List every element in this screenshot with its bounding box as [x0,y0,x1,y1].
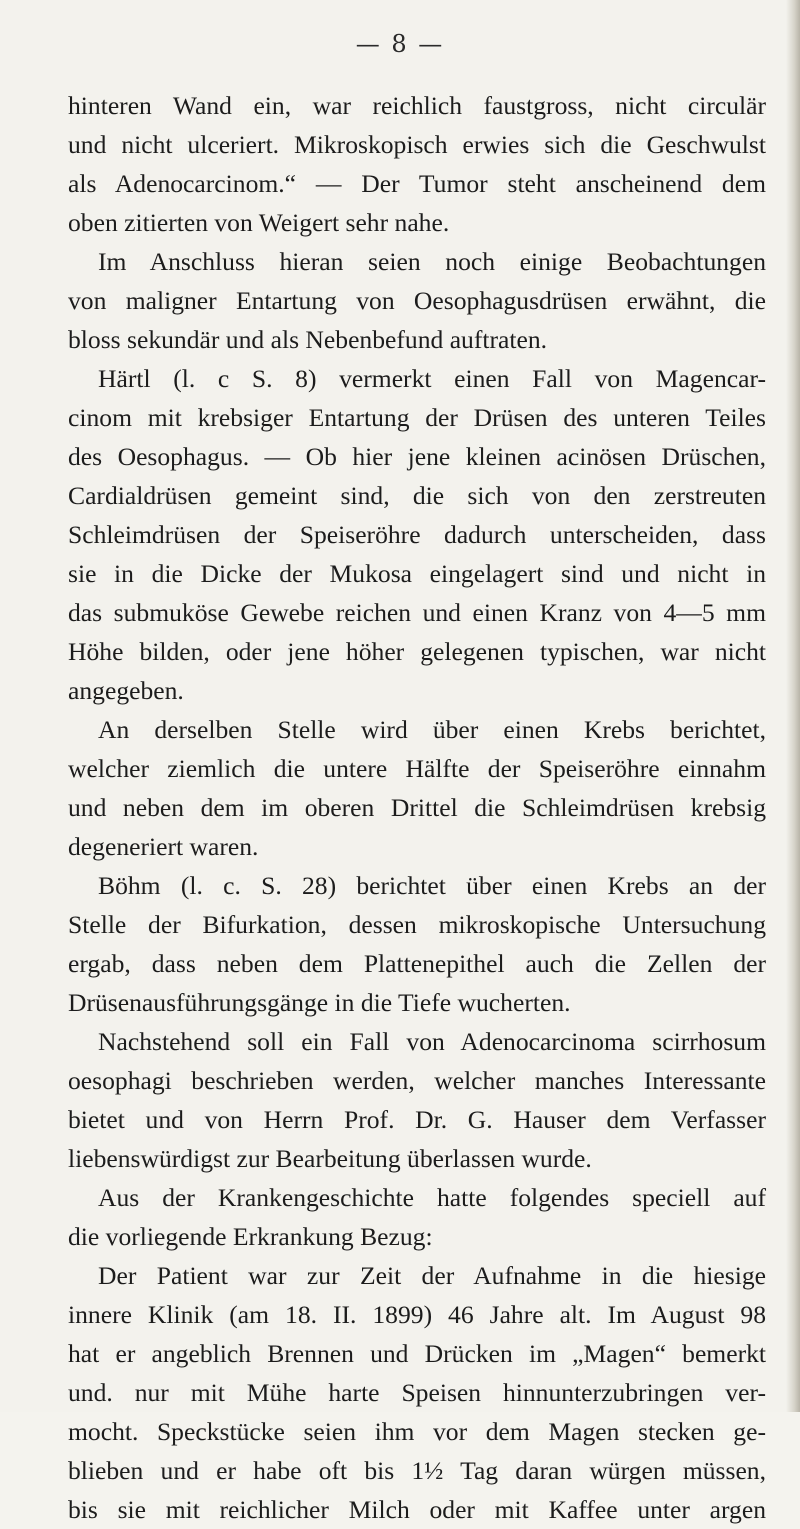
text-line: oesophagi beschrieben werden, welcher manches Interessante [68,1066,766,1095]
page-edge-shadow [786,0,800,1412]
text-line: Härtl (l. c S. 8) vermerkt einen Fall von Magencar- [98,364,766,393]
text-line: bis sie mit reichlicher Milch oder mit Kaffee unter argen [68,1495,766,1524]
text-line: Cardialdrüsen gemeint sind, die sich von den zerstreuten [68,481,766,510]
text-line: und neben dem im oberen Drittel die Schleimdrüsen krebsig [68,793,766,822]
text-line: angegeben. [68,676,184,705]
text-line: oben zitierten von Weigert sehr nahe. [68,208,450,237]
text-line: mocht. Speckstücke seien ihm vor dem Magen stecken ge- [68,1417,766,1446]
body-text [68,86,766,1529]
text-line: Schleimdrüsen der Speiseröhre dadurch unterscheiden, dass [68,520,766,549]
text-line: Drüsenausführungsgänge in die Tiefe wucherten. [68,988,571,1017]
text-line: und. nur mit Mühe harte Speisen hinnunterzubringen ver- [68,1378,766,1407]
text-line: Der Patient war zur Zeit der Aufnahme in die hiesige [98,1261,766,1290]
text-line: blieben und er habe oft bis 1½ Tag daran würgen müssen, [68,1456,766,1485]
text-line: und nicht ulceriert. Mikroskopisch erwies sich die Geschwulst [68,130,766,159]
text-line: Im Anschluss hieran seien noch einige Beobachtungen [98,247,766,276]
text-line: An derselben Stelle wird über einen Krebs berichtet, [98,715,766,744]
text-line: von maligner Entartung von Oesophagusdrüsen erwähnt, die [68,286,766,315]
text-line: sie in die Dicke der Mukosa eingelagert sind und nicht in [68,559,766,588]
text-line: das submuköse Gewebe reichen und einen Kranz von 4—5 mm [68,598,766,627]
text-line: ergab, dass neben dem Plattenepithel auch die Zellen der [68,949,766,978]
text-line: hinteren Wand ein, war reichlich faustgross, nicht circulär [68,91,766,120]
text-line: welcher ziemlich die untere Hälfte der Speiseröhre einnahm [68,754,766,783]
text-line: des Oesophagus. — Ob hier jene kleinen acinösen Drüschen, [68,442,766,471]
text-line: liebenswürdigst zur Bearbeitung überlassen wurde. [68,1144,592,1173]
page-number: — 8 — [355,30,445,58]
text-line: Höhe bilden, oder jene höher gelegenen typischen, war nicht [68,637,766,666]
text-line: als Adenocarcinom.“ — Der Tumor steht anscheinend dem [68,169,766,198]
text-line: die vorliegende Erkrankung Bezug: [68,1222,433,1251]
text-line: Stelle der Bifurkation, dessen mikroskopische Untersuchung [68,910,766,939]
text-line: Böhm (l. c. S. 28) berichtet über einen Krebs an der [98,871,766,900]
text-line: bloss sekundär und als Nebenbefund auftraten. [68,325,548,354]
text-line: hat er angeblich Brennen und Drücken im „Magen“ bemerkt [68,1339,766,1368]
text-line: bietet und von Herrn Prof. Dr. G. Hauser dem Verfasser [68,1105,766,1134]
text-line: cinom mit krebsiger Entartung der Drüsen des unteren Teiles [68,403,766,432]
text-line: Aus der Krankengeschichte hatte folgendes speciell auf [98,1183,766,1212]
text-line: innere Klinik (am 18. II. 1899) 46 Jahre alt. Im August 98 [68,1300,766,1329]
text-line: Nachstehend soll ein Fall von Adenocarcinoma scirrhosum [98,1027,766,1056]
text-line: degeneriert waren. [68,832,259,861]
